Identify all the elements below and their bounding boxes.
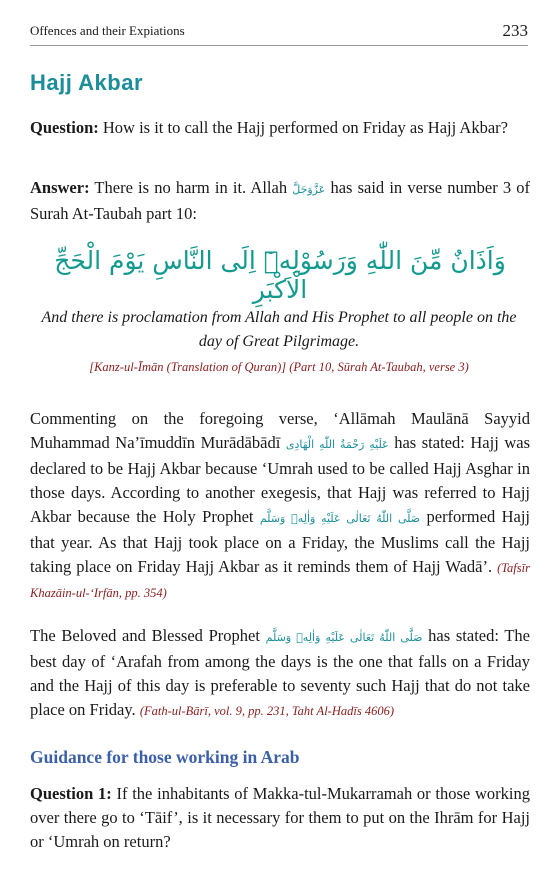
question1-text: If the inhabitants of Makka-tul-Mukarramah or those working over there go to ‘Tāif’, is it necessary for them to put on the Ihrām for Hajj or ‘Umrah on return? bbox=[30, 784, 530, 851]
hadith-citation: (Fath-ul-Bārī, vol. 9, pp. 231, Taht Al-Hadīs 4606) bbox=[139, 704, 394, 718]
subsection-heading: Guidance for those working in Arab bbox=[30, 747, 300, 767]
answer-paragraph bbox=[30, 176, 530, 226]
answer-text-before: There is no harm in it. Allah bbox=[89, 178, 293, 197]
question1-label: Question 1: bbox=[30, 784, 112, 803]
answer-text-after: has said in verse number 3 of Surah At-Taubah part 10: bbox=[30, 178, 530, 223]
commentary-paragraph bbox=[30, 407, 530, 605]
answer-honorific: عَزَّوَجَلَّ bbox=[292, 183, 326, 196]
question1-paragraph bbox=[30, 782, 530, 854]
commentary-honorific-1: عَلَيْهِ رَحْمَةُ اللّٰهِ الْهَادِی bbox=[285, 438, 389, 451]
verse-reference: [Kanz-ul-Īmān (Translation of Quran)] (Part 10, Sūrah At-Taubah, verse 3) bbox=[89, 360, 469, 374]
section-heading: Hajj Akbar bbox=[30, 70, 144, 95]
running-header bbox=[30, 21, 528, 46]
commentary-text-2: has stated: Hajj was declared to be Hajj Akbar because ‘Umrah used to be called Hajj Asghar in those days. According to another exegesis, that Hajj was referred to Hajj Akbar because the Holy Prophet bbox=[30, 433, 530, 526]
hadith-honorific: صَلَّى اللّٰهُ تَعَالٰى عَلَيْهِ وَاٰلِهٖ وَسَلَّم bbox=[265, 631, 423, 644]
commentary-text-3: performed Hajj that year. As that Hajj took place on a Friday, the Muslims call the Hajj taking place on Friday Hajj Akbar as it reminds them of Hajj Wadā’. bbox=[30, 507, 531, 576]
question-label: Question: bbox=[30, 118, 99, 137]
commentary-text-1: Commenting on the foregoing verse, ‘Allāmah Maulānā Sayyid Muhammad Na’īmuddīn Murādābādī bbox=[30, 409, 530, 452]
verse-translation: And there is proclamation from Allah and His Prophet to all people on the day of Great Pilgrimage. bbox=[41, 309, 517, 350]
hadith-text-2: has stated: The best day of ‘Arafah from among the days is the one that falls on a Friday and the Hajj of this day is preferable to seventy such Hajj that do not take place on Friday. bbox=[30, 626, 531, 719]
answer-label: Answer: bbox=[30, 178, 90, 197]
hadith-paragraph bbox=[30, 624, 530, 723]
quran-verse-arabic: وَاَذَانٌ مِّنَ اللّٰهِ وَرَسُوْلِهٖٓ اِلَى النَّاسِ يَوْمَ الْحَجِّ الْاَكْبَرِ bbox=[54, 246, 506, 304]
page-number: 233 bbox=[502, 21, 528, 40]
commentary-citation: (Tafsīr Khazāin-ul-‘Irfān, pp. 354) bbox=[30, 561, 530, 600]
commentary-honorific-2: صَلَّى اللّٰهُ تَعَالٰى عَلَيْهِ وَاٰلِهٖ وَسَلَّم bbox=[259, 512, 421, 525]
hadith-text-1: The Beloved and Blessed Prophet bbox=[30, 626, 266, 645]
running-title: Offences and their Expiations bbox=[30, 23, 185, 38]
question-text: How is it to call the Hajj performed on Friday as Hajj Akbar? bbox=[98, 118, 508, 137]
question-paragraph bbox=[30, 116, 530, 140]
